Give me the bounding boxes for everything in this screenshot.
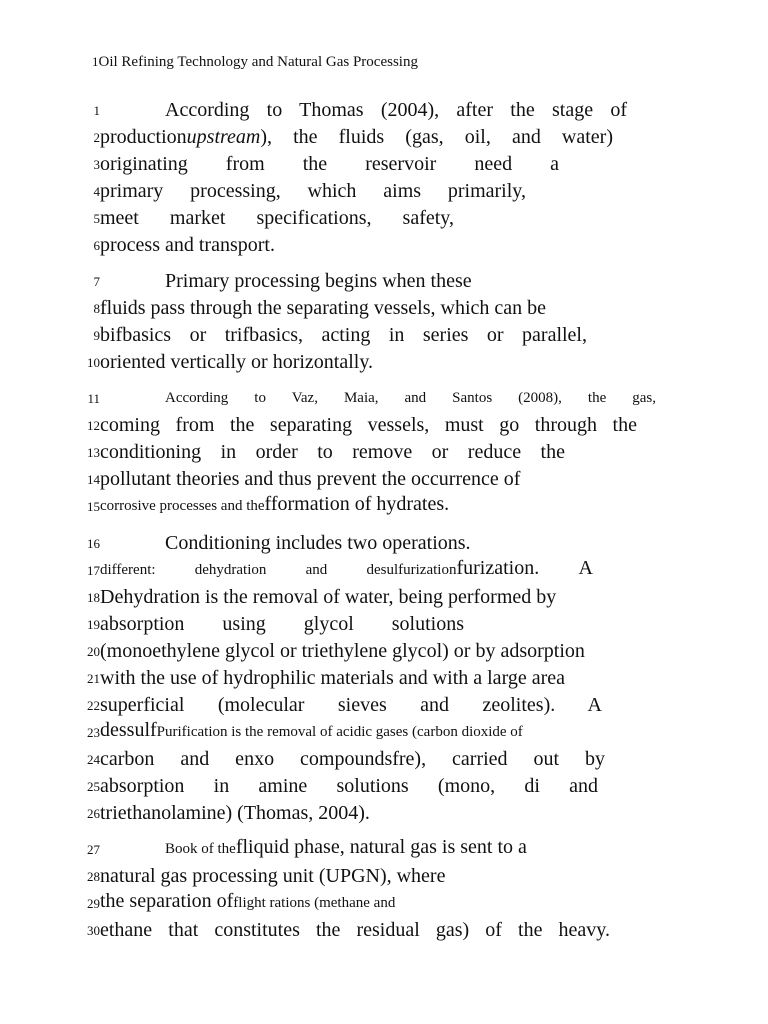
text-line	[0, 861, 768, 888]
line-number: 25	[87, 779, 100, 794]
text-line	[0, 410, 768, 437]
text-segment: dessulf	[100, 719, 157, 741]
line-number: 11	[87, 391, 100, 406]
line-text	[100, 612, 464, 636]
line-text	[100, 693, 602, 717]
line-number: 20	[87, 644, 100, 659]
text-line	[0, 771, 768, 798]
text-segment: Primary processing begins when these	[165, 270, 472, 292]
text-segment: Conditioning includes two operations.	[165, 532, 471, 554]
line-number: 14	[87, 472, 100, 487]
line-text	[100, 639, 585, 663]
line-number: 26	[87, 806, 100, 821]
line-number: 19	[87, 617, 100, 632]
header-title: Oil Refining Technology and Natural Gas Processing	[98, 54, 418, 70]
text-segment: Purification is the removal of acidic gases (carbon dioxide of	[156, 724, 523, 740]
text-segment: furization. A	[456, 557, 593, 579]
text-line	[0, 717, 768, 744]
text-segment: production	[100, 126, 187, 148]
line-number: 22	[87, 698, 100, 713]
text-segment: coming from the separating vessels, must go through the	[100, 414, 637, 436]
text-line	[0, 203, 768, 230]
line-number: 2	[93, 130, 100, 145]
line-number: 15	[87, 499, 100, 514]
text-line	[0, 266, 768, 293]
line-text	[100, 152, 559, 176]
text-segment: process and transport.	[100, 234, 275, 256]
text-line	[0, 464, 768, 491]
text-line	[0, 915, 768, 942]
text-line	[0, 555, 768, 582]
line-number: 30	[87, 923, 100, 938]
text-line	[0, 888, 768, 915]
text-segment: fformation of hydrates.	[264, 493, 450, 515]
line-number: 29	[87, 896, 100, 911]
line-number: 1	[93, 103, 100, 118]
line-text	[100, 179, 526, 203]
line-number: 7	[93, 274, 100, 289]
text-line	[0, 122, 768, 149]
line-text	[100, 747, 605, 771]
text-line	[0, 230, 768, 257]
line-text	[100, 492, 449, 518]
text-line	[0, 149, 768, 176]
text-segment: Book of the	[165, 841, 236, 857]
text-line	[0, 383, 768, 410]
line-text	[100, 666, 565, 690]
line-text	[100, 889, 395, 915]
text-segment: bifbasics or trifbasics, acting in series or parallel,	[100, 324, 587, 346]
text-line	[0, 663, 768, 690]
line-text	[100, 125, 613, 149]
line-number: 10	[87, 355, 100, 370]
text-segment: superficial (molecular sieves and zeolites). A	[100, 694, 602, 716]
line-text	[100, 774, 598, 798]
text-line	[0, 320, 768, 347]
line-text	[100, 718, 523, 744]
line-text	[100, 206, 454, 230]
text-segment: According to Vaz, Maia, and Santos (2008), the gas,	[165, 390, 656, 406]
text-segment: carbon and enxo compoundsfre), carried out by	[100, 748, 605, 770]
line-text	[165, 835, 527, 861]
line-text	[165, 98, 627, 122]
text-segment: corrosive processes and the	[100, 498, 265, 514]
line-number: 12	[87, 418, 100, 433]
text-segment: oriented vertically or horizontally.	[100, 351, 374, 373]
line-text	[100, 556, 593, 582]
text-segment: with the use of hydrophilic materials and with a large area	[100, 667, 566, 689]
line-text	[165, 384, 656, 410]
line-number: 16	[87, 536, 100, 551]
line-text	[165, 269, 472, 293]
text-segment: ethane that constitutes the residual gas) of the heavy.	[100, 919, 610, 941]
line-text	[100, 350, 373, 374]
line-number: 6	[93, 238, 100, 253]
text-line	[0, 293, 768, 320]
line-number: 3	[93, 157, 100, 172]
line-number: 4	[93, 184, 100, 199]
line-number: 9	[93, 328, 100, 343]
text-line	[0, 834, 768, 861]
running-header	[92, 52, 418, 72]
text-line	[0, 690, 768, 717]
line-number: 17	[87, 563, 100, 578]
text-line	[0, 744, 768, 771]
text-segment: the separation of	[100, 890, 234, 912]
text-segment: absorption in amine solutions (mono, di and	[100, 775, 598, 797]
line-number: 18	[87, 590, 100, 605]
text-segment: meet market specifications, safety,	[100, 207, 454, 229]
line-text	[165, 531, 471, 555]
line-number: 24	[87, 752, 100, 767]
line-number: 21	[87, 671, 100, 686]
text-segment: primary processing, which aims primarily,	[100, 180, 526, 202]
line-text	[100, 440, 565, 464]
text-line	[0, 798, 768, 825]
text-line	[0, 176, 768, 203]
line-text	[100, 585, 556, 609]
line-number: 8	[93, 301, 100, 316]
text-segment: absorption using glycol solutions	[100, 613, 464, 635]
text-line	[0, 609, 768, 636]
text-line	[0, 491, 768, 518]
text-line	[0, 437, 768, 464]
line-number: 23	[87, 725, 100, 740]
text-segment: originating from the reservoir need a	[100, 153, 559, 175]
text-line	[0, 347, 768, 374]
text-line	[0, 582, 768, 609]
line-text	[100, 296, 546, 320]
text-segment: According to Thomas (2004), after the stage of	[165, 99, 627, 121]
text-segment: (monoethylene glycol or triethylene glycol) or by adsorption	[100, 640, 585, 662]
text-segment: fliquid phase, natural gas is sent to a	[235, 836, 527, 858]
line-number: 13	[87, 445, 100, 460]
text-line	[0, 636, 768, 663]
text-segment: flight rations (methane and	[233, 895, 396, 911]
line-text	[100, 864, 445, 888]
line-text	[100, 413, 637, 437]
text-segment: different: dehydration and desulfurization	[100, 562, 457, 578]
line-text	[100, 323, 587, 347]
text-segment: fluids pass through the separating vessels, which can be	[100, 297, 547, 319]
line-number: 5	[93, 211, 100, 226]
line-text	[100, 801, 370, 825]
header-line-number: 1	[92, 54, 99, 69]
text-segment: ), the fluids (gas, oil, and water)	[260, 126, 613, 148]
text-segment: natural gas processing unit (UPGN), where	[100, 865, 446, 887]
line-text	[100, 467, 520, 491]
line-text	[100, 233, 275, 257]
line-number: 27	[87, 842, 100, 857]
text-segment: upstream	[186, 126, 261, 148]
text-line	[0, 528, 768, 555]
text-segment: conditioning in order to remove or reduce the	[100, 441, 565, 463]
line-number: 28	[87, 869, 100, 884]
text-segment: triethanolamine) (Thomas, 2004).	[100, 802, 370, 824]
text-segment: Dehydration is the removal of water, being performed by	[100, 586, 557, 608]
text-segment: pollutant theories and thus prevent the occurrence of	[100, 468, 521, 490]
text-line	[0, 95, 768, 122]
line-text	[100, 918, 610, 942]
